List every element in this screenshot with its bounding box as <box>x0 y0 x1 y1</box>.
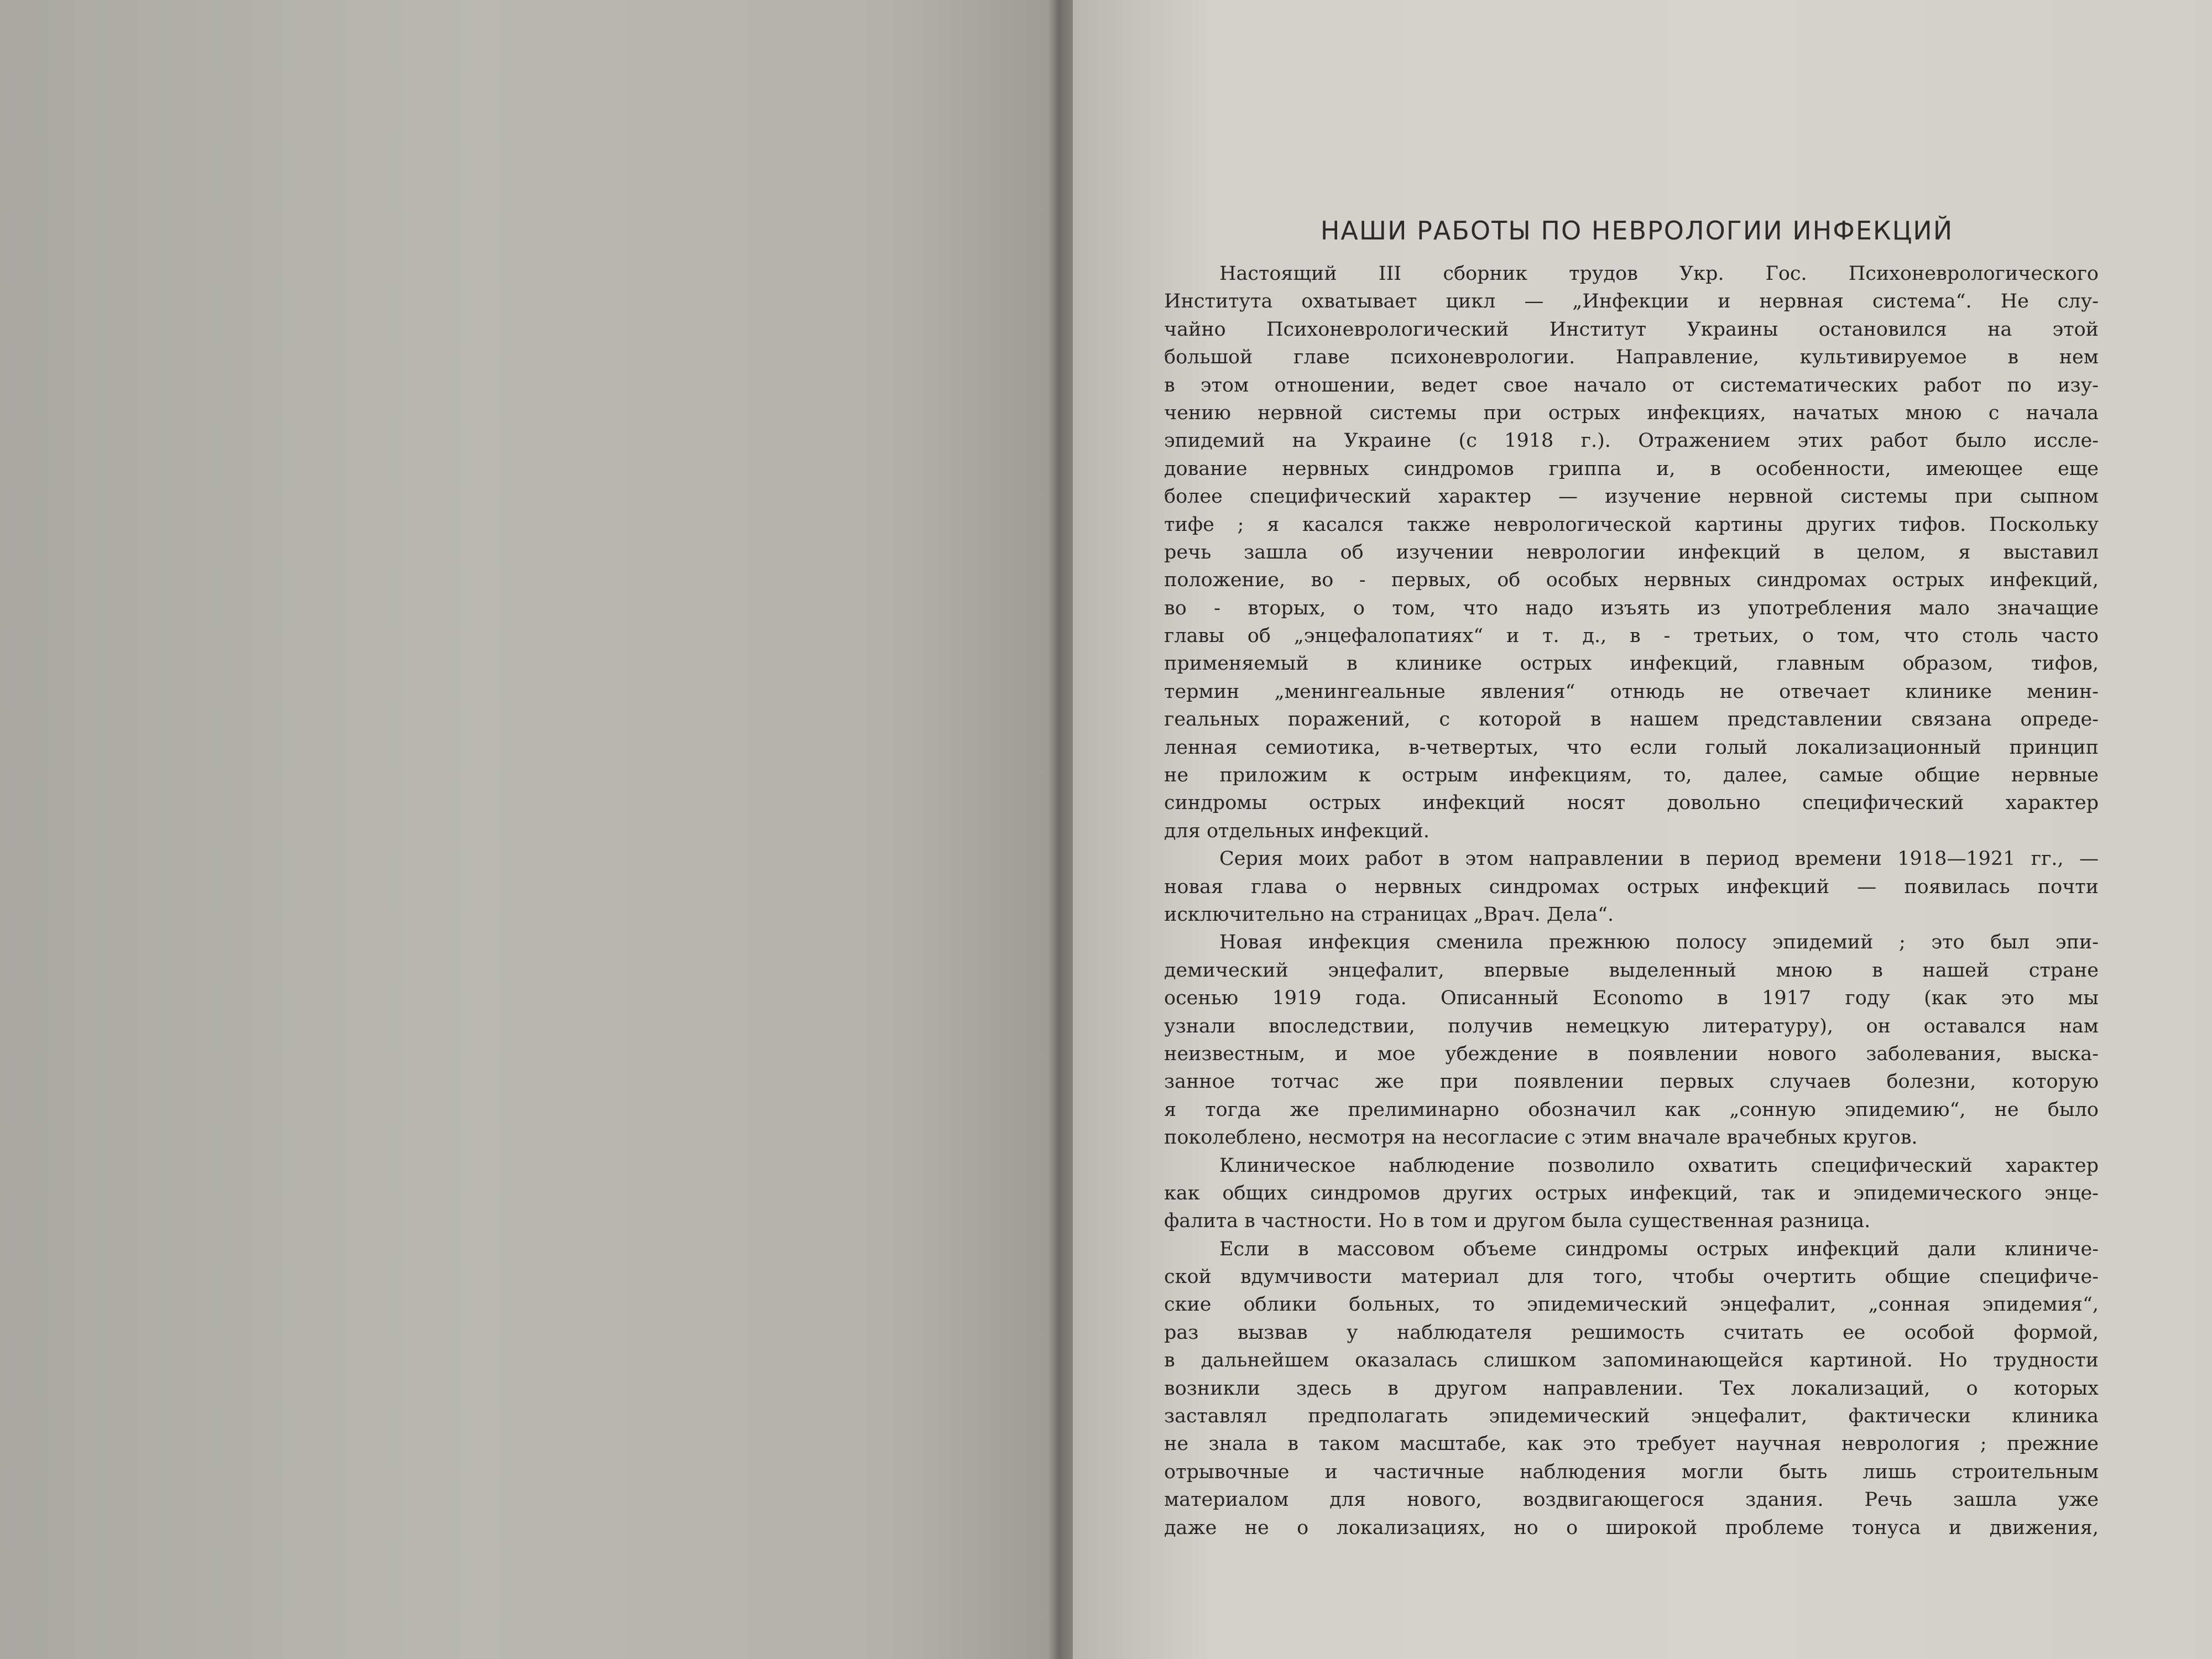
text-line: для отдельных инфекций. <box>1164 820 1430 842</box>
text-line: Института охватывает цикл — „Инфекции и нервная система“. Не слу- <box>1164 290 2099 313</box>
text-line: заставлял предполагать эпидемический энцефалит, фактически клиника <box>1164 1405 2099 1428</box>
body-text <box>1164 260 2099 1542</box>
text-line: не знала в таком масштабе, как это требует научная неврология ; прежние <box>1164 1433 2099 1455</box>
text-line: отрывочные и частичные наблюдения могли быть лишь строительным <box>1164 1460 2099 1483</box>
text-line: Настоящий III сборник трудов Укр. Гос. Психоневрологического <box>1219 263 2099 285</box>
text-line: положение, во - первых, об особых нервных синдромах острых инфекций, <box>1164 569 2099 592</box>
text-line: чению нервной системы при острых инфекциях, начатых мною с начала <box>1164 401 2099 424</box>
text-line: демический энцефалит, впервые выделенный мною в нашей стране <box>1164 959 2099 982</box>
text-line: Если в массовом объеме синдромы острых инфекций дали клиниче- <box>1219 1238 2099 1260</box>
text-line: в дальнейшем оказалась слишком запоминающейся картиной. Но трудности <box>1164 1349 2099 1372</box>
text-line: ской вдумчивости материал для того, чтобы очертить общие специфиче- <box>1164 1266 2099 1288</box>
text-line: раз вызвав у наблюдателя решимость считать ее особой формой, <box>1164 1321 2099 1344</box>
text-line: большой главе психоневрологии. Направление, культивируемое в нем <box>1164 346 2099 369</box>
text-line: даже не о локализациях, но о широкой проблеме тонуса и движения, <box>1164 1516 2099 1539</box>
text-line: в этом отношении, ведет свое начало от систематических работ по изу- <box>1164 374 2099 397</box>
blank-left-page <box>0 0 1048 1659</box>
text-line: как общих синдромов других острых инфекций, так и эпидемического энце- <box>1164 1182 2099 1204</box>
text-line: фалита в частности. Но в том и другом была существенная разница. <box>1164 1210 1871 1233</box>
text-line: эпидемий на Украине (с 1918 г.). Отражением этих работ было иссле- <box>1164 430 2099 452</box>
text-line: занное тотчас же при появлении первых случаев болезни, которую <box>1164 1071 2099 1093</box>
text-line: я тогда же прелиминарно обозначил как „сонную эпидемию“, не было <box>1164 1098 2099 1121</box>
text-line: более специфический характер — изучение нервной системы при сыпном <box>1164 486 2099 508</box>
text-line: геальных поражений, с которой в нашем представлении связана опреде- <box>1164 708 2099 731</box>
text-line: дование нервных синдромов гриппа и, в особенности, имеющее еще <box>1164 457 2099 480</box>
text-line: ленная семиотика, в-четвертых, что если голый локализационный принцип <box>1164 736 2099 759</box>
text-line: во - вторых, о том, что надо изъять из употребления мало значащие <box>1164 597 2099 619</box>
text-line: возникли здесь в другом направлении. Тех локализаций, о которых <box>1164 1377 2099 1400</box>
text-line: синдромы острых инфекций носят довольно специфический характер <box>1164 792 2099 815</box>
text-line: ские облики больных, то эпидемический энцефалит, „сонная эпидемия“, <box>1164 1293 2099 1316</box>
text-line: новая глава о нервных синдромах острых инфекций — появилась почти <box>1164 875 2099 898</box>
page-title: НАШИ РАБОТЫ ПО НЕВРОЛОГИИ ИНФЕКЦИЙ <box>1320 216 1954 246</box>
text-line: применяемый в клинике острых инфекций, главным образом, тифов, <box>1164 653 2099 675</box>
text-line: Клиническое наблюдение позволило охватить специфический характер <box>1219 1154 2099 1177</box>
text-line: чайно Психоневрологический Институт Украины остановился на этой <box>1164 318 2099 341</box>
text-line: главы об „энцефалопатиях“ и т. д., в - третьих, о том, что столь часто <box>1164 625 2099 648</box>
book-gutter <box>1048 0 1073 1659</box>
text-line: неизвестным, и мое убеждение в появлении нового заболевания, выска- <box>1164 1042 2099 1065</box>
text-line: Новая инфекция сменила прежнюю полосу эпидемий ; это был эпи- <box>1219 931 2099 954</box>
text-line: термин „менингеальные явления“ отнюдь не отвечает клинике менин- <box>1164 680 2099 703</box>
text-line: тифе ; я касался также неврологической картины других тифов. Поскольку <box>1164 513 2099 536</box>
text-line: не приложим к острым инфекциям, то, далее, самые общие нервные <box>1164 764 2099 787</box>
text-line: узнали впоследствии, получив немецкую литературу), он оставался нам <box>1164 1015 2099 1037</box>
text-line: исключительно на страницах „Врач. Дела“. <box>1164 903 1614 926</box>
text-line: осенью 1919 года. Описанный Economo в 1917 году (как это мы <box>1164 987 2099 1010</box>
text-line: речь зашла об изучении неврологии инфекций в целом, я выставил <box>1164 541 2099 564</box>
text-line: Серия моих работ в этом направлении в период времени 1918—1921 гг., — <box>1219 848 2099 870</box>
text-line: поколеблено, несмотря на несогласие с этим вначале врачебных кругов. <box>1164 1126 1918 1149</box>
text-line: материалом для нового, воздвигающегося здания. Речь зашла уже <box>1164 1489 2099 1511</box>
